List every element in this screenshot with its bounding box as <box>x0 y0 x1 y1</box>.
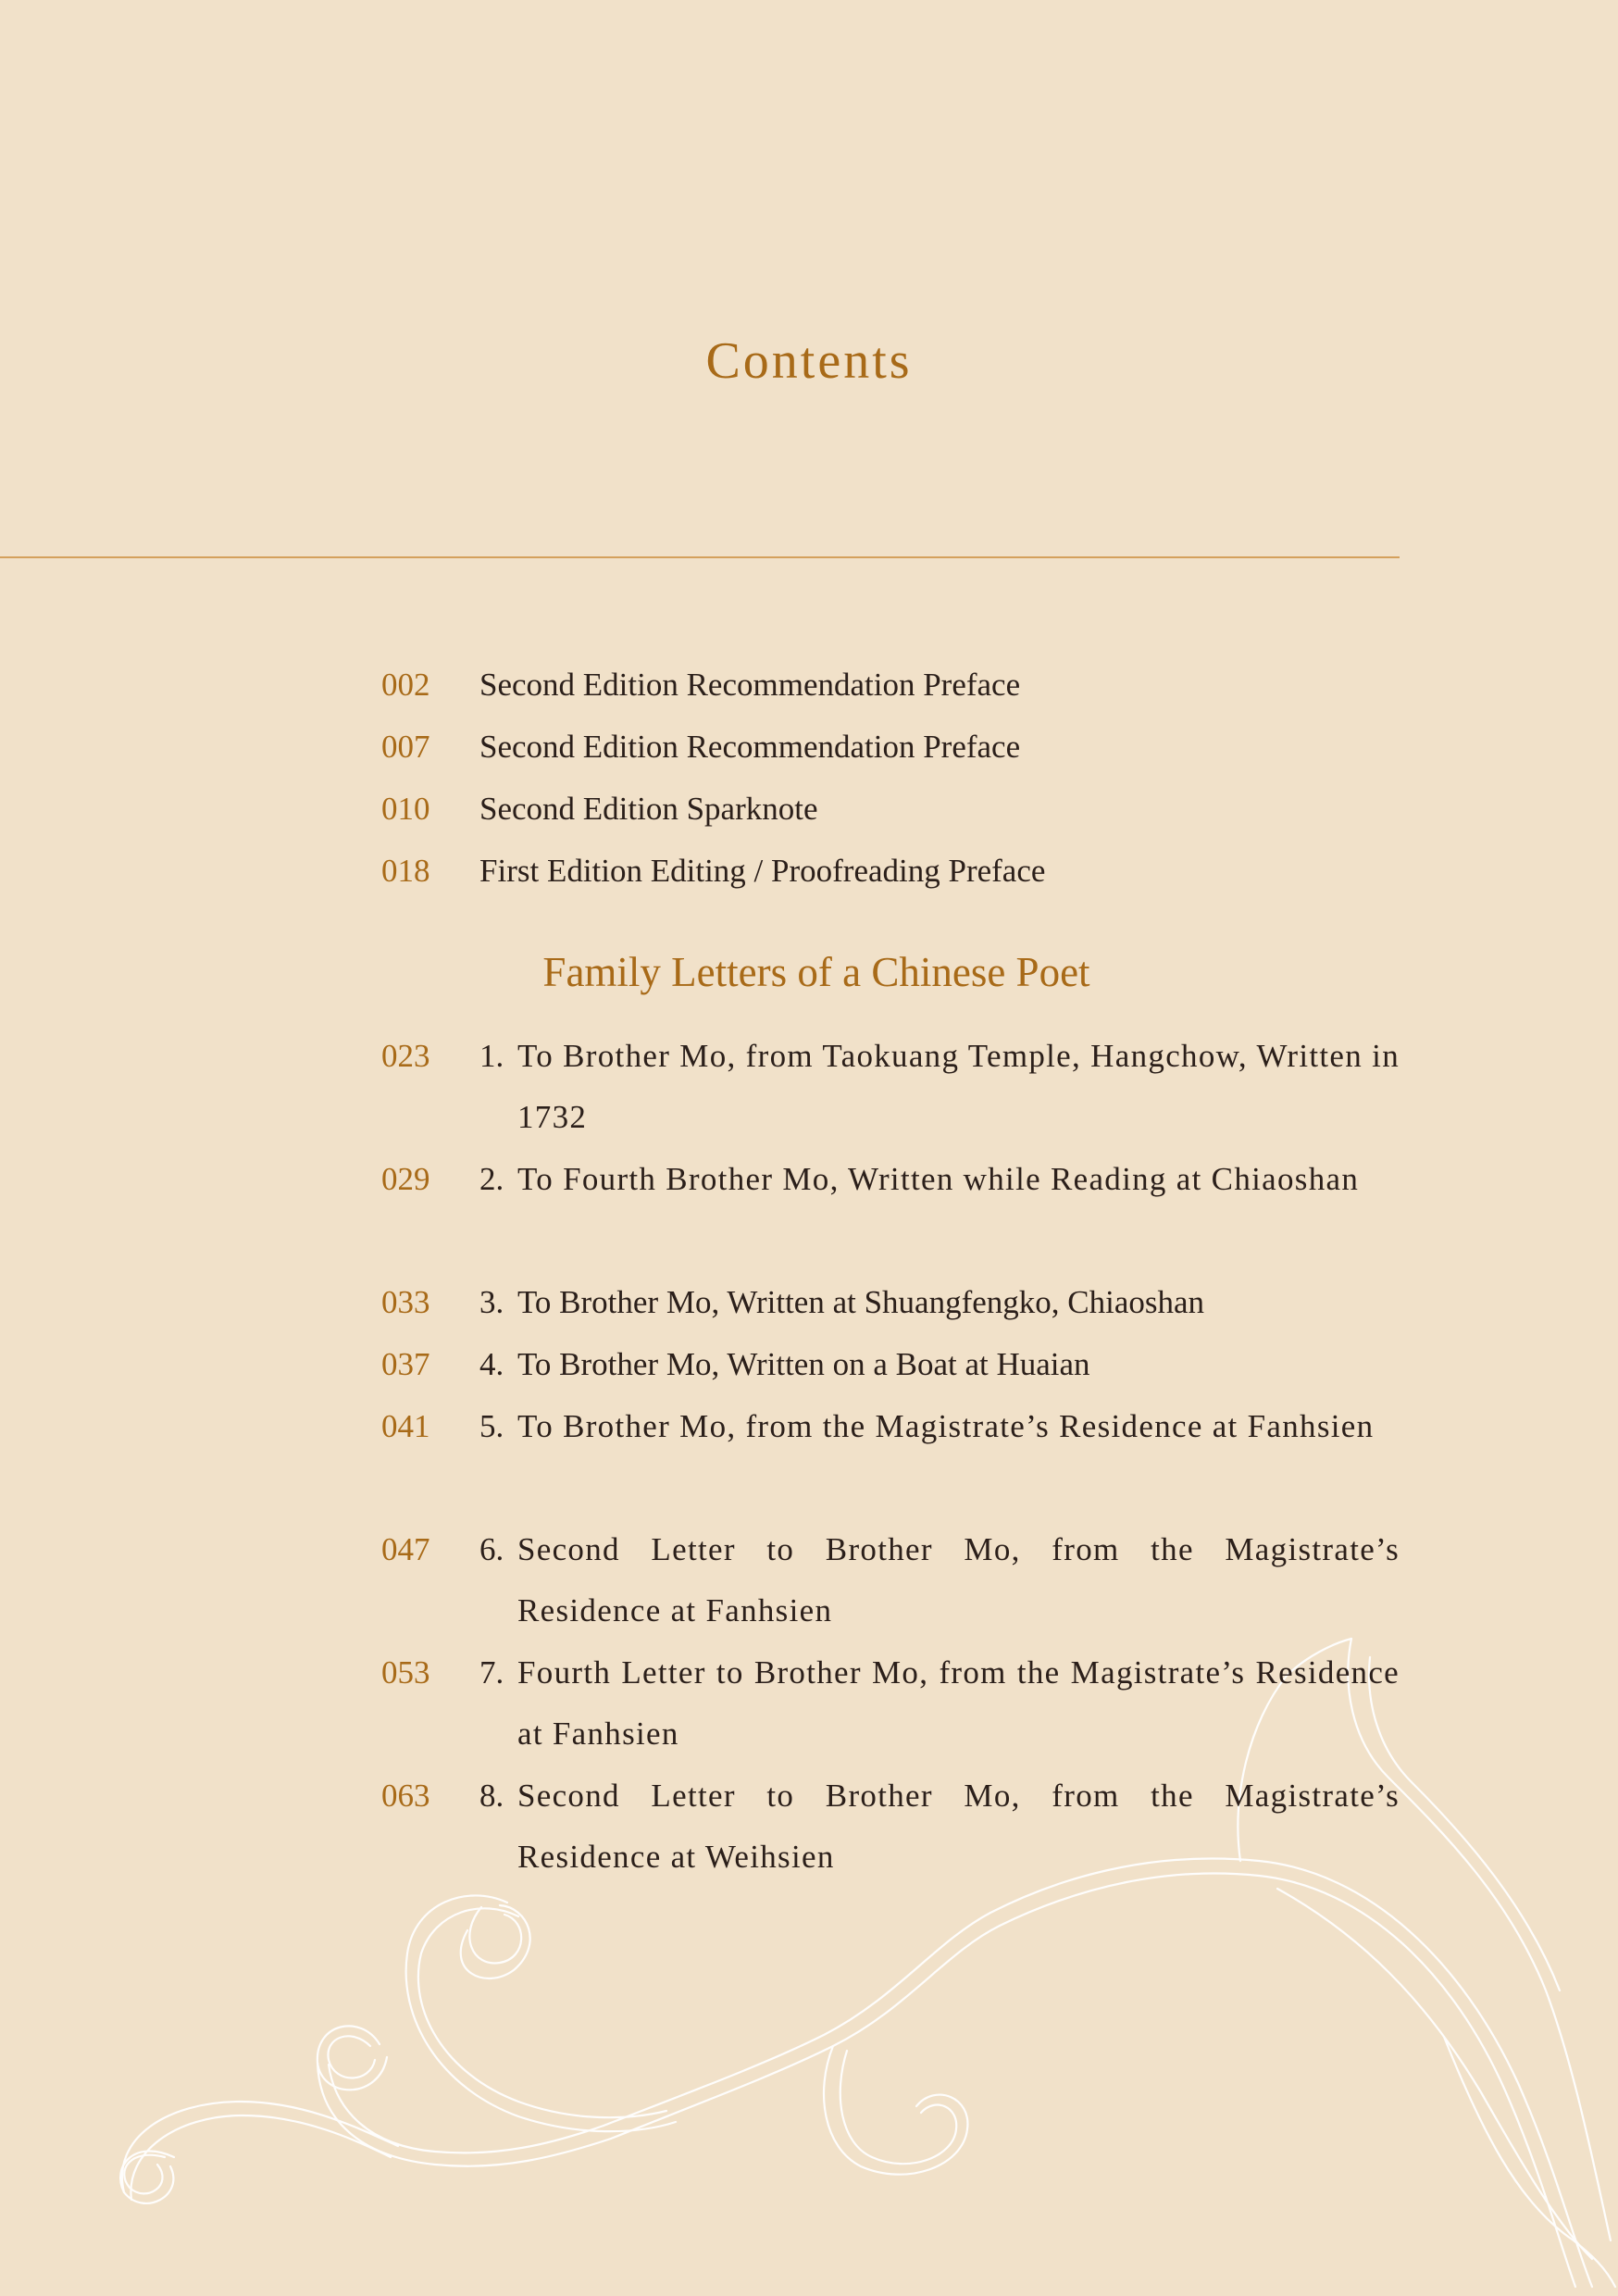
page-number: 010 <box>381 791 430 827</box>
entry-title: Second Letter to Brother Mo, from the Magistrate’s Residence at Weihsien <box>517 1778 1400 1875</box>
page-title: Contents <box>705 332 913 390</box>
entry-title: Second Letter to Brother Mo, from the Magistrate’s Residence at Fanhsien <box>517 1531 1400 1628</box>
page-number: 047 <box>381 1531 430 1567</box>
entry-title: To Brother Mo, Written at Shuangfengko, Chiaoshan <box>517 1284 1205 1320</box>
entry-title: To Brother Mo, from Taokuang Temple, Hangchow, Written in 1732 <box>517 1038 1400 1135</box>
entry-number: 6. <box>479 1531 504 1567</box>
section-heading: Family Letters of a Chinese Poet <box>542 949 1090 995</box>
entry-number: 7. <box>479 1654 504 1691</box>
entry-number: 4. <box>479 1346 504 1382</box>
entry-title: Second Edition Sparknote <box>479 791 818 827</box>
entry-title: To Brother Mo, from the Magistrate’s Residence at Fanhsien <box>517 1408 1375 1444</box>
page-number: 002 <box>381 667 430 703</box>
page-number: 037 <box>381 1346 430 1382</box>
page-number: 033 <box>381 1284 430 1320</box>
entry-number: 3. <box>479 1284 504 1320</box>
entry-title: Fourth Letter to Brother Mo, from the Magistrate’s Residence at Fanhsien <box>517 1654 1400 1752</box>
entry-number: 1. <box>479 1038 504 1074</box>
page-number: 041 <box>381 1408 430 1444</box>
entry-title: To Brother Mo, Written on a Boat at Huaian <box>517 1346 1090 1382</box>
entry-number: 2. <box>479 1161 504 1197</box>
page-number: 053 <box>381 1654 430 1691</box>
entry-title: To Fourth Brother Mo, Written while Reading at Chiaoshan <box>517 1161 1360 1197</box>
entry-number: 8. <box>479 1778 504 1814</box>
page-number: 018 <box>381 853 430 889</box>
entry-title: Second Edition Recommendation Preface <box>479 667 1021 703</box>
page-number: 007 <box>381 729 430 765</box>
title-divider <box>0 556 1400 558</box>
page-number: 063 <box>381 1778 430 1814</box>
entry-number: 5. <box>479 1408 504 1444</box>
entry-title: Second Edition Recommendation Preface <box>479 729 1021 765</box>
page-number: 029 <box>381 1161 430 1197</box>
page-number: 023 <box>381 1038 430 1074</box>
entry-title: First Edition Editing / Proofreading Preface <box>479 853 1046 889</box>
